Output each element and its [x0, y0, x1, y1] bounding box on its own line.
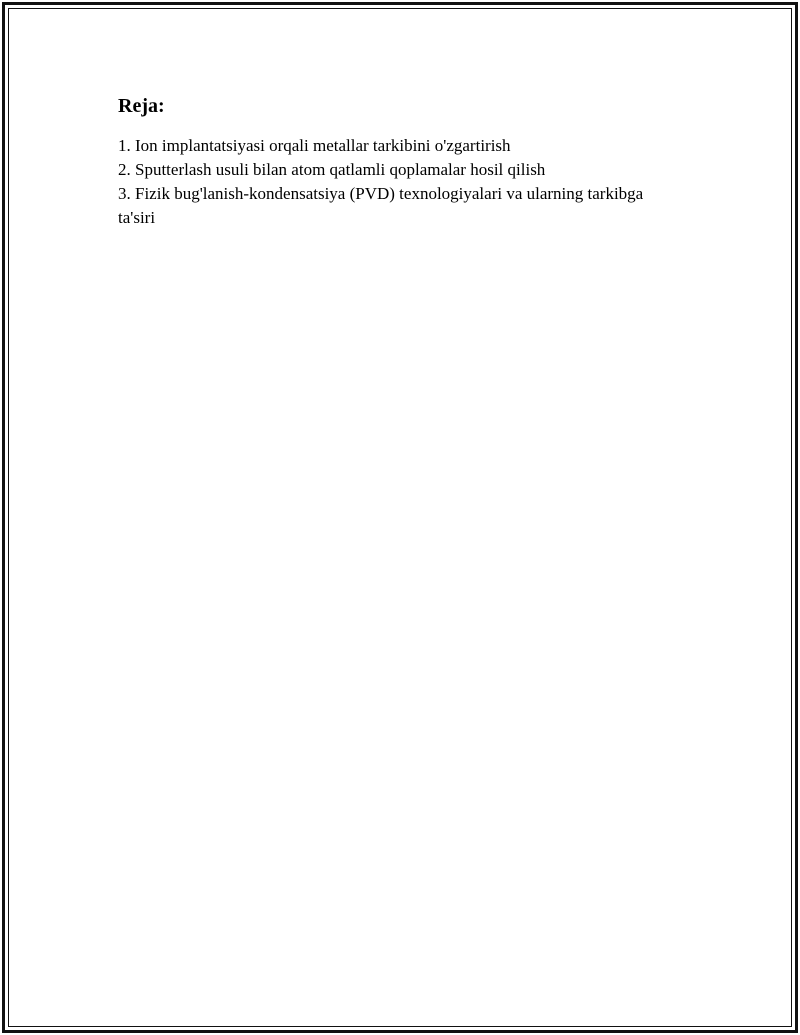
plan-section	[118, 93, 658, 230]
plan-item-2: 2. Sputterlash usuli bilan atom qatlamli qoplamalar hosil qilish	[118, 160, 546, 179]
plan-title: Reja:	[118, 95, 165, 117]
plan-item-1: 1. Ion implantatsiyasi orqali metallar tarkibini o'zgartirish	[118, 136, 511, 155]
plan-list	[118, 134, 658, 230]
plan-item-3: 3. Fizik bug'lanish-kondensatsiya (PVD) texnologiyalari va ularning tarkibga ta'siri	[118, 184, 644, 227]
